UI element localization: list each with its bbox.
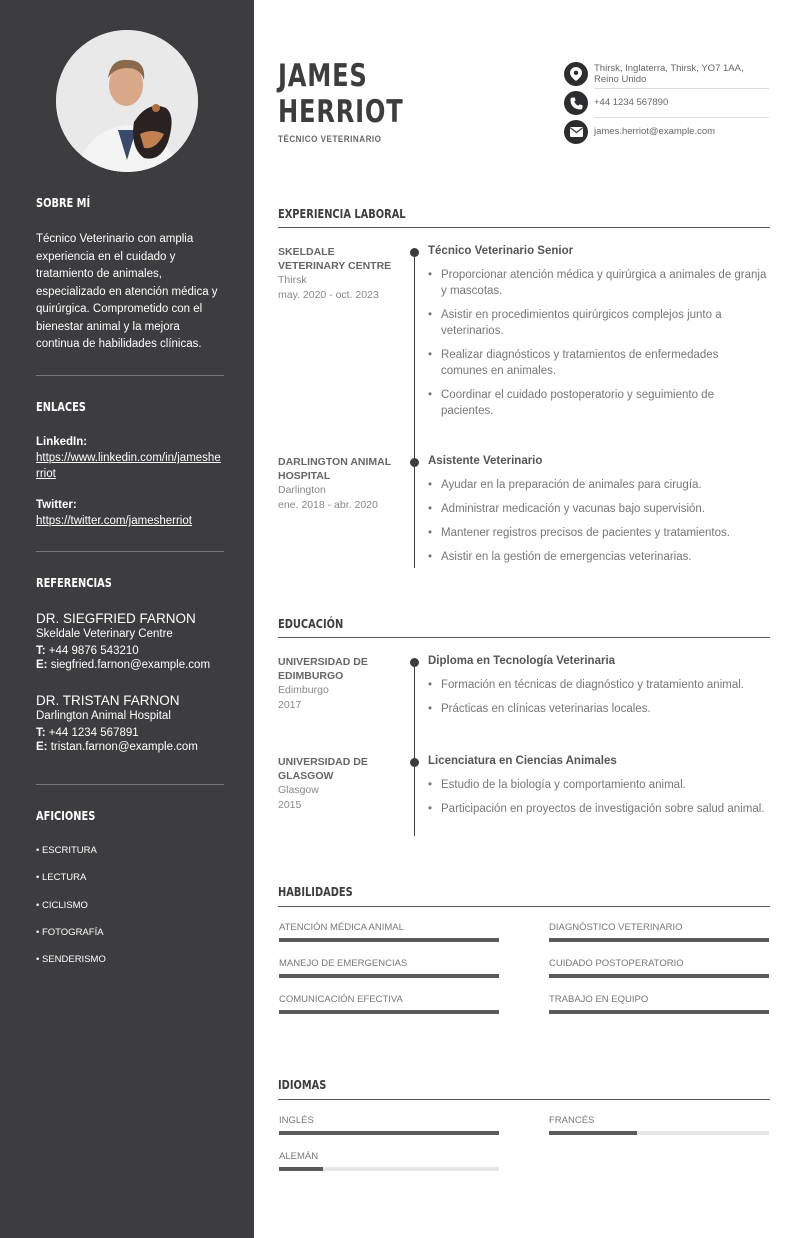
- hobby-item: • ESCRITURA: [36, 845, 97, 856]
- school-year: 2017: [278, 699, 302, 711]
- skill-bar-fill: [549, 938, 769, 942]
- reference-email: [36, 659, 224, 671]
- languages-title: IDIOMAS: [278, 1078, 327, 1092]
- reference-name: DR. SIEGFRIED FARNON: [36, 611, 196, 626]
- degree-title: Diploma en Tecnología Veterinaria: [428, 655, 616, 667]
- language-item: [279, 1115, 499, 1135]
- job-dates: may. 2020 - oct. 2023: [278, 289, 379, 301]
- section-divider: [278, 227, 770, 228]
- school-name: UNIVERSIDAD DE EDIMBURGO: [278, 656, 368, 682]
- hobbies-title: AFICIONES: [36, 809, 96, 823]
- phone-label: T:: [36, 727, 46, 739]
- job-title: Técnico Veterinario Senior: [428, 245, 574, 257]
- reference-name: DR. TRISTAN FARNON: [36, 693, 180, 708]
- job-bullet: • Realizar diagnósticos y tratamientos de enfermedades comunes en animales.: [428, 347, 768, 379]
- skill-bar-fill: [549, 974, 769, 978]
- reference-org: Skeldale Veterinary Centre: [36, 628, 173, 640]
- person-name: [278, 58, 404, 130]
- location-pin-icon: [564, 62, 588, 86]
- phone-value: +44 1234 567891: [48, 727, 139, 739]
- links-title: ENLACES: [36, 400, 86, 414]
- school-city: Edimburgo: [278, 684, 329, 696]
- skill-bar-fill: [279, 938, 499, 942]
- profile-photo: [56, 30, 198, 172]
- contact-email: [564, 120, 769, 144]
- employer-name: DARLINGTON ANIMAL HOSPITAL: [278, 456, 391, 482]
- sidebar: [0, 0, 254, 1238]
- language-bar-fill: [279, 1131, 499, 1135]
- hobby-item: • LECTURA: [36, 872, 87, 884]
- divider: [36, 375, 224, 376]
- job-bullet: • Proporcionar atención médica y quirúrgica a animales de granja y mascotas.: [428, 267, 768, 299]
- language-label: ALEMÁN: [279, 1151, 319, 1162]
- job-dates: ene. 2018 - abr. 2020: [278, 499, 378, 511]
- skill-item: [279, 994, 499, 1014]
- skills-title: HABILIDADES: [278, 885, 353, 899]
- skill-label: DIAGNÓSTICO VETERINARIO: [549, 922, 683, 933]
- skill-bar: [549, 974, 769, 978]
- skill-bar: [279, 938, 499, 942]
- skill-label: COMUNICACIÓN EFECTIVA: [279, 994, 403, 1005]
- reference-item: [36, 611, 224, 671]
- email-value: tristan.farnon@example.com: [50, 741, 198, 753]
- skill-item: [549, 958, 769, 978]
- email-text: james.herriot@example.com: [594, 126, 716, 138]
- twitter-label: Twitter:: [36, 499, 77, 511]
- education-details: [428, 655, 768, 717]
- timeline-dot: [410, 758, 419, 767]
- job-bullet: • Coordinar el cuidado postoperatorio y seguimiento de pacientes.: [428, 387, 768, 419]
- language-bar: [279, 1167, 499, 1171]
- education-title: EDUCACIÓN: [278, 617, 344, 631]
- twitter-link[interactable]: https://twitter.com/jamesherriot: [36, 515, 192, 527]
- job-bullet: • Asistir en la gestión de emergencias veterinarias.: [428, 549, 768, 565]
- hobbies-list: [36, 845, 224, 981]
- section-divider: [278, 1099, 770, 1100]
- about-text: Técnico Veterinario con amplia experiencia en el cuidado y tratamiento de animales, especializado en atención médica y quirúrgica. Comprometido con el bienestar animal y la mejora continua de habilidades clínicas.: [36, 233, 218, 350]
- phone-icon: [564, 91, 588, 115]
- phone-text: +44 1234 567890: [594, 97, 669, 109]
- timeline-dot: [410, 658, 419, 667]
- job-city: Thirsk: [278, 274, 307, 286]
- employer-name: SKELDALE VETERINARY CENTRE: [278, 246, 392, 272]
- email-value: siegfried.farnon@example.com: [50, 659, 211, 671]
- job-bullet: • Asistir en procedimientos quirúrgicos complejos junto a veterinarios.: [428, 307, 768, 339]
- divider: [36, 551, 224, 552]
- email-label: E:: [36, 659, 48, 671]
- skill-bar: [279, 974, 499, 978]
- skill-label: ATENCIÓN MÉDICA ANIMAL: [279, 922, 404, 933]
- job-meta: [278, 455, 393, 513]
- language-bar-fill: [549, 1131, 637, 1135]
- skill-item: [279, 958, 499, 978]
- divider: [594, 117, 769, 118]
- skill-item: [549, 994, 769, 1014]
- job-bullet: • Ayudar en la preparación de animales para cirugía.: [428, 477, 768, 493]
- address-line: Reino Unido: [594, 74, 647, 85]
- education-bullet: • Formación en técnicas de diagnóstico y tratamiento animal.: [428, 677, 768, 693]
- education-meta: [278, 655, 393, 713]
- school-name: UNIVERSIDAD DE GLASGOW: [278, 756, 368, 782]
- reference-item: [36, 693, 224, 753]
- skill-bar: [279, 1010, 499, 1014]
- linkedin-link-block: [36, 436, 224, 482]
- address-line: Thirsk, Inglaterra, Thirsk, YO7 1AA,: [594, 62, 744, 74]
- school-city: Glasgow: [278, 784, 319, 796]
- last-name: HERRIOT: [278, 94, 404, 130]
- job-city: Darlington: [278, 484, 326, 496]
- language-bar: [279, 1131, 499, 1135]
- education-bullet: • Estudio de la biología y comportamiento animal.: [428, 777, 768, 793]
- contact-address: [564, 62, 769, 86]
- job-details: [428, 245, 768, 419]
- links-section: [36, 400, 224, 414]
- job-meta: [278, 245, 393, 303]
- about-title: SOBRE MÍ: [36, 196, 91, 210]
- phone-label: T:: [36, 645, 46, 657]
- reference-phone: [36, 645, 224, 657]
- linkedin-label: LinkedIn:: [36, 436, 88, 448]
- skill-item: [549, 922, 769, 942]
- refs-section: [36, 576, 224, 590]
- hobby-item: • FOTOGRAFÍA: [36, 926, 104, 938]
- timeline-dot: [410, 248, 419, 257]
- phone-value: +44 9876 543210: [48, 645, 139, 657]
- skill-bar-fill: [279, 974, 499, 978]
- timeline-line: [414, 252, 415, 568]
- main-content: [254, 0, 794, 1238]
- address-text: [594, 63, 744, 86]
- job-bullet: • Mantener registros precisos de pacientes y tratamientos.: [428, 525, 768, 541]
- person-role: TÉCNICO VETERINARIO: [278, 134, 382, 145]
- skill-label: TRABAJO EN EQUIPO: [549, 994, 649, 1005]
- reference-org: Darlington Animal Hospital: [36, 710, 171, 722]
- hobby-item: • CICLISMO: [36, 899, 88, 911]
- section-divider: [278, 637, 770, 638]
- about-section: [36, 196, 224, 210]
- skill-item: [279, 922, 499, 942]
- language-label: INGLÉS: [279, 1115, 314, 1126]
- divider: [594, 88, 769, 89]
- hobbies-section: [36, 809, 224, 823]
- hobby-item: • SENDERISMO: [36, 954, 106, 966]
- contact-phone: [564, 91, 769, 115]
- reference-email: [36, 741, 224, 753]
- language-label: FRANCÉS: [549, 1115, 595, 1126]
- about-body: [36, 231, 224, 354]
- school-year: 2015: [278, 799, 302, 811]
- job-bullet: • Administrar medicación y vacunas bajo supervisión.: [428, 501, 768, 517]
- skill-bar-fill: [549, 1010, 769, 1014]
- skill-bar: [549, 938, 769, 942]
- education-details: [428, 755, 768, 817]
- language-item: [549, 1115, 769, 1135]
- email-label: E:: [36, 741, 48, 753]
- language-item: [279, 1151, 499, 1171]
- timeline-line: [414, 662, 415, 836]
- mail-icon: [564, 120, 588, 144]
- skill-bar: [549, 1010, 769, 1014]
- skill-bar-fill: [279, 1010, 499, 1014]
- skill-label: CUIDADO POSTOPERATORIO: [549, 958, 684, 969]
- experience-title: EXPERIENCIA LABORAL: [278, 207, 406, 221]
- degree-title: Licenciatura en Ciencias Animales: [428, 755, 617, 767]
- section-divider: [278, 906, 770, 907]
- timeline-dot: [410, 458, 419, 467]
- refs-title: REFERENCIAS: [36, 576, 112, 590]
- education-meta: [278, 755, 393, 813]
- twitter-link-block: [36, 499, 224, 529]
- linkedin-link[interactable]: https://www.linkedin.com/in/jamesherriot: [36, 452, 221, 480]
- reference-phone: [36, 727, 224, 739]
- job-details: [428, 455, 768, 565]
- job-title: Asistente Veterinario: [428, 455, 543, 467]
- language-bar-fill: [279, 1167, 323, 1171]
- education-bullet: • Prácticas en clínicas veterinarias locales.: [428, 701, 768, 717]
- education-bullet: • Participación en proyectos de investigación sobre salud animal.: [428, 801, 768, 817]
- divider: [36, 784, 224, 785]
- skill-label: MANEJO DE EMERGENCIAS: [279, 958, 408, 969]
- language-bar: [549, 1131, 769, 1135]
- first-name: JAMES: [278, 58, 368, 94]
